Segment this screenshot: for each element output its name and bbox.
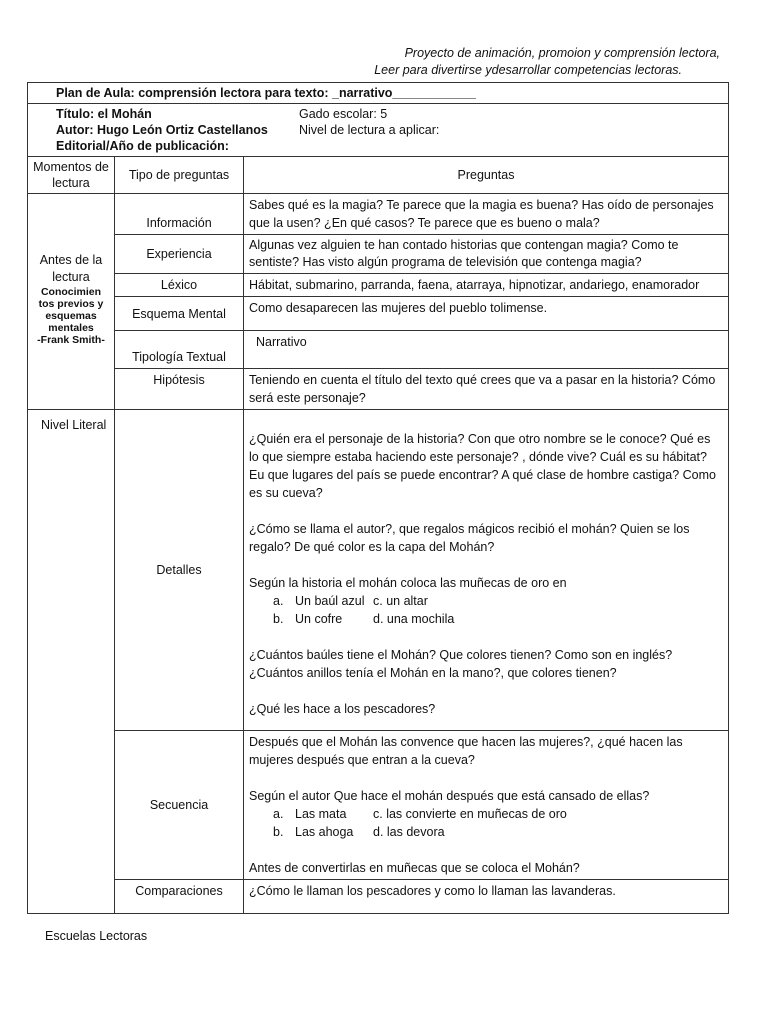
option-label: a. xyxy=(273,594,284,608)
option-text: Un baúl azul xyxy=(295,594,365,608)
pregunta-comparaciones: ¿Cómo le llaman los pescadores y como lo llaman las lavanderas. xyxy=(244,880,729,914)
antes-author: -Frank Smith- xyxy=(37,334,105,346)
option-text: c. un altar xyxy=(373,594,428,608)
tipo-detalles: Detalles xyxy=(115,410,244,731)
detalles-p6: ¿Qué les hace a los pescadores? xyxy=(249,702,436,716)
antes-de-la-lectura xyxy=(28,194,115,410)
tipo-hipotesis: Hipótesis xyxy=(115,369,244,410)
detalles-p3: Según la historia el mohán coloca las muñecas de oro en xyxy=(249,576,567,590)
tipo-secuencia: Secuencia xyxy=(115,731,244,880)
tipo-lexico: Léxico xyxy=(115,274,244,297)
detalles-options-row-2 xyxy=(249,610,723,628)
book-editorial: Editorial/Año de publicación: xyxy=(56,139,229,153)
nivel-literal-label: Nivel Literal xyxy=(41,418,107,432)
antes-label: Antes de la lectura xyxy=(39,253,103,284)
plan-title: Plan de Aula: comprensión lectora para texto: _narrativo____________ xyxy=(28,83,729,104)
tipo-informacion: Información xyxy=(115,194,244,235)
tipo-esquema-mental: Esquema Mental xyxy=(115,297,244,331)
lesson-plan-table xyxy=(27,82,729,914)
option-label: b. xyxy=(273,825,284,839)
header-line-1: Proyecto de animación, promoion y comprensión lectora, xyxy=(404,46,720,60)
header-preguntas: Preguntas xyxy=(244,157,729,194)
book-info xyxy=(28,104,728,156)
secuencia-p1: Después que el Mohán las convence que hacen las mujeres?, ¿qué hacen las mujeres después que entran a la cueva? xyxy=(249,735,683,767)
detalles-p1: ¿Quién era el personaje de la historia? Con que otro nombre se le conoce? Qué es lo que siempre estaba haciendo este personaje? , dónde vive? Cuál es su hábitat? Eu que lugares del país se puede encontrar? A qué clase de hombre castiga? Como es su cueva? xyxy=(249,432,716,500)
pregunta-informacion: Sabes qué es la magia? Te parece que la magia es buena? Has oído de personajes que la usen? ¿En qué casos? Te parece que es bueno o mala? xyxy=(244,194,729,235)
pregunta-experiencia: Algunas vez alguien te han contado historias que contengan magia? Como te sentiste? Has visto algún programa de televisión que contenga magia? xyxy=(244,235,729,274)
option-label: b. xyxy=(273,612,284,626)
pregunta-hipotesis: Teniendo en cuenta el título del texto qué crees que va a pasar en la historia? Cómo será este personaje? xyxy=(244,369,729,410)
pregunta-detalles xyxy=(244,410,729,731)
detalles-options-row-1 xyxy=(249,592,723,610)
reading-level: Nivel de lectura a aplicar: xyxy=(299,123,440,137)
option-text: Un cofre xyxy=(295,612,343,626)
option-label: a. xyxy=(273,807,284,821)
footer-text: Escuelas Lectoras xyxy=(45,929,148,943)
secuencia-options-row-2 xyxy=(249,823,723,841)
option-text: d. las devora xyxy=(373,825,445,839)
detalles-p4: ¿Cuántos baúles tiene el Mohán? Que colores tienen? Como son en inglés? xyxy=(249,648,673,662)
secuencia-p2: Según el autor Que hace el mohán después que está cansado de ellas? xyxy=(249,789,650,803)
tipo-comparaciones: Comparaciones xyxy=(115,880,244,914)
tipo-tipologia-textual: Tipología Textual xyxy=(115,331,244,369)
pregunta-tipologia-textual: Narrativo xyxy=(244,331,729,369)
nivel-literal xyxy=(28,410,115,914)
option-text: d. una mochila xyxy=(373,612,455,626)
book-title: Título: el Mohán xyxy=(56,107,152,121)
detalles-p5: ¿Cuántos anillos tenía el Mohán en la mano?, que colores tienen? xyxy=(249,666,617,680)
pregunta-secuencia xyxy=(244,731,729,880)
header-tipo: Tipo de preguntas xyxy=(115,157,244,194)
option-text: Las ahoga xyxy=(295,825,354,839)
secuencia-options-row-1 xyxy=(249,805,723,823)
book-author: Autor: Hugo León Ortiz Castellanos xyxy=(56,123,268,137)
grade-level: Gado escolar: 5 xyxy=(299,107,388,121)
project-header xyxy=(374,45,720,79)
tipo-experiencia: Experiencia xyxy=(115,235,244,274)
antes-sublabel: Conocimien tos previos y esquemas mentales xyxy=(38,286,104,334)
secuencia-p3: Antes de convertirlas en muñecas que se coloca el Mohán? xyxy=(249,861,580,875)
pregunta-esquema-mental: Como desaparecen las mujeres del pueblo tolimense. xyxy=(244,297,729,331)
option-text: c. las convierte en muñecas de oro xyxy=(373,807,567,821)
header-momentos: Momentos de lectura xyxy=(28,157,115,194)
option-text: Las mata xyxy=(295,807,347,821)
detalles-p2: ¿Cómo se llama el autor?, que regalos mágicos recibió el mohán? Quien se los regalo? De qué color es la capa del Mohán? xyxy=(249,522,690,554)
header-line-2: Leer para divertirse ydesarrollar competencias lectoras. xyxy=(374,63,682,77)
pregunta-lexico: Hábitat, submarino, parranda, faena, atarraya, hipnotizar, andariego, enamorador xyxy=(244,274,729,297)
